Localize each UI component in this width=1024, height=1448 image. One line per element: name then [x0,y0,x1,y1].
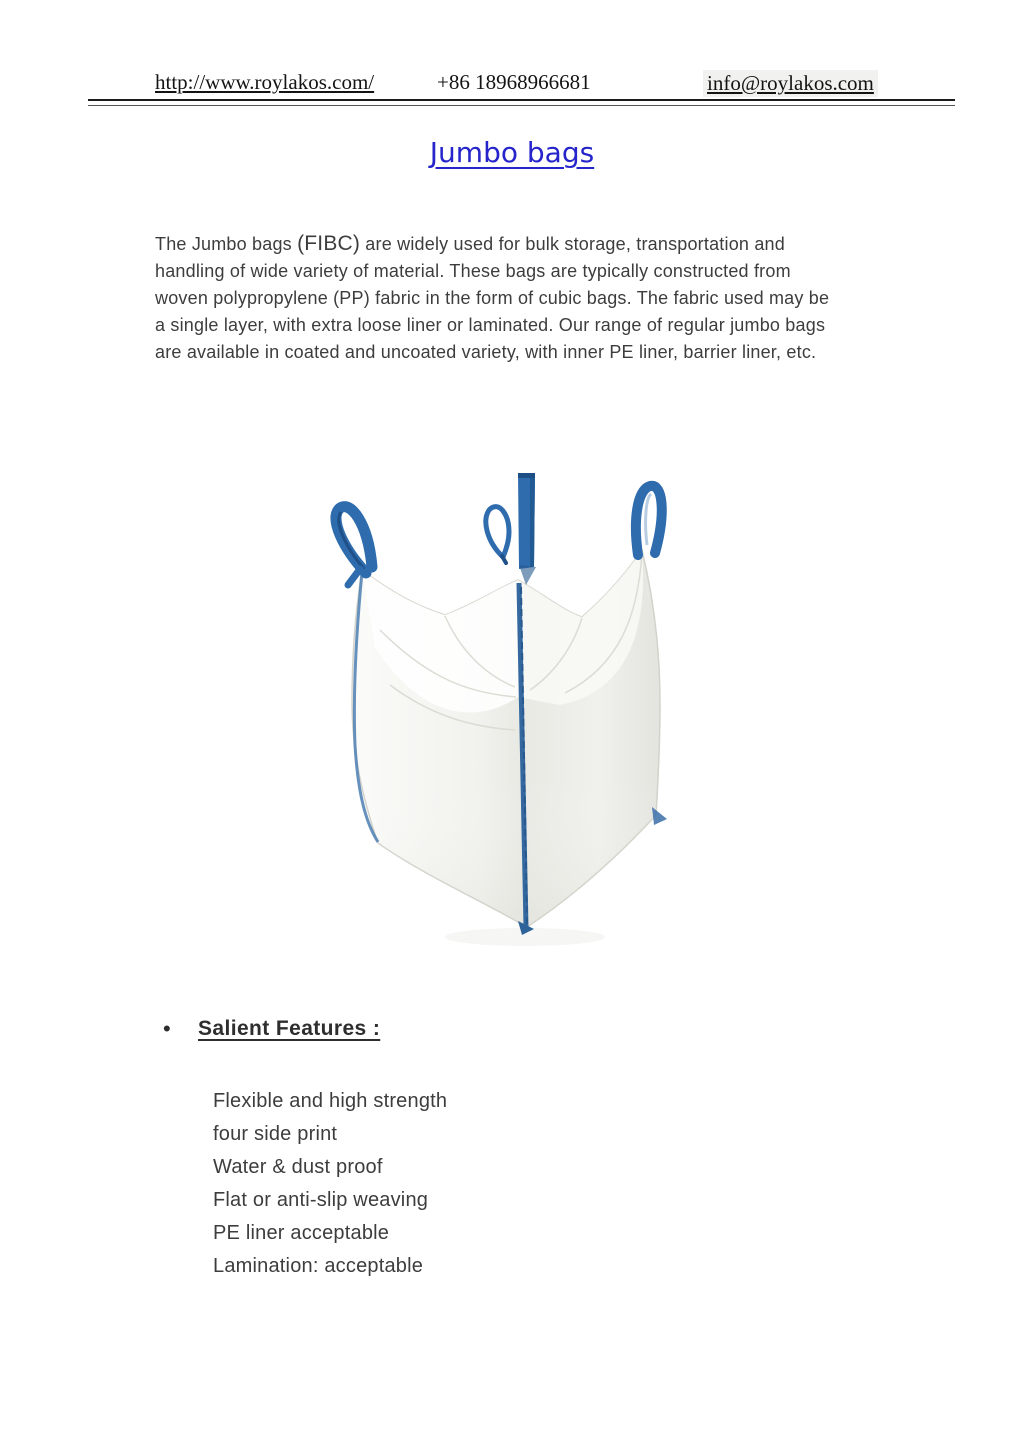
feature-item: four side print [213,1123,338,1145]
feature-item: PE liner acceptable [213,1222,390,1244]
salient-features-heading: Salient Features : [198,1017,381,1040]
right-corner-tab [652,807,667,825]
lifting-loop-left [336,507,372,585]
header-divider-thick [88,99,955,101]
header-divider-thin [88,105,955,106]
intro-line-3: woven polypropylene (PP) fabric in the form of cubic bags. The fabric used may be [155,288,830,308]
fibc-abbreviation: (FIBC) [297,232,361,255]
intro-line-5: are available in coated and uncoated variety, with inner PE liner, barrier liner, etc. [155,342,817,362]
page-title [0,136,1024,169]
salient-features-heading-row [163,1016,380,1042]
intro-paragraph [155,230,885,366]
phone-number: +86 18968966681 [437,70,591,94]
website-link[interactable]: http://www.roylakos.com/ [155,70,375,94]
intro-line-4: a single layer, with extra loose liner or laminated. Our range of regular jumbo bags [155,315,826,335]
lifting-loop-back [486,507,509,563]
feature-item: Lamination: acceptable [213,1255,424,1277]
intro-line-1: The Jumbo bags (FIBC) are widely used for bulk storage, transportation and [155,232,785,255]
bag-lower-shading [378,775,656,927]
feature-list [213,1085,447,1283]
intro-line-2: handling of wide variety of material. These bags are typically constructed from [155,261,791,281]
bullet-icon: • [163,1016,171,1041]
email-link[interactable]: info@roylakos.com [703,70,878,97]
feature-item: Flexible and high strength [213,1090,448,1112]
lifting-strap-center [518,473,536,585]
lifting-loop-right [636,486,662,555]
jumbo-bag-illustration [320,435,710,955]
page-title-link[interactable]: Jumbo bags [429,136,595,169]
feature-item: Water & dust proof [213,1156,383,1178]
product-image [320,435,710,955]
feature-item: Flat or anti-slip weaving [213,1189,429,1211]
